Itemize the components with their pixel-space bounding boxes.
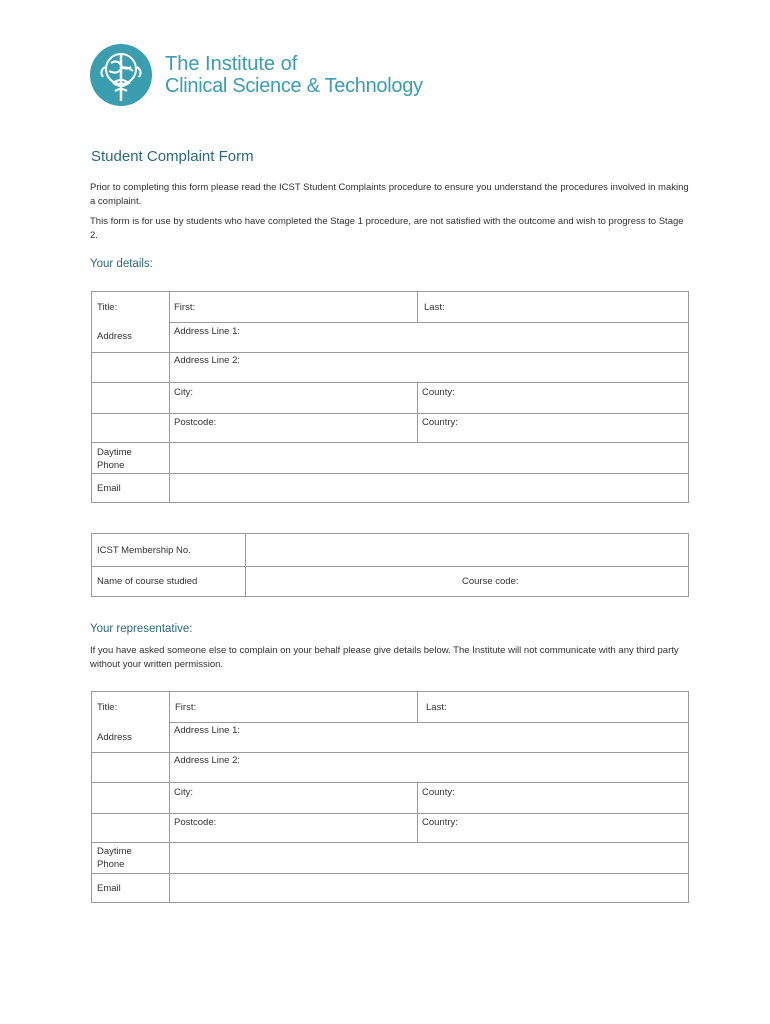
representative-intro: If you have asked someone else to complain on your behalf please give details below. The Institute will not communicate with any third party without your written permission. bbox=[90, 645, 679, 670]
rep-country-field[interactable] bbox=[418, 814, 689, 842]
address-line1-field[interactable] bbox=[170, 322, 689, 352]
org-name-line1: The Institute of bbox=[165, 53, 298, 75]
postcode-label: Postcode: bbox=[174, 417, 217, 428]
rep-city-label: City: bbox=[174, 787, 193, 798]
rep-postcode-field[interactable] bbox=[170, 814, 417, 842]
address-line1-label: Address Line 1: bbox=[174, 326, 241, 337]
country-field[interactable] bbox=[418, 414, 689, 442]
details-heading: Your details: bbox=[90, 258, 153, 270]
last-label: Last: bbox=[424, 302, 445, 313]
course-code-label: Course code: bbox=[462, 576, 519, 587]
rep-address-line2-field[interactable] bbox=[170, 753, 689, 782]
globe-caduceus-icon bbox=[89, 43, 153, 107]
details-table bbox=[91, 291, 689, 503]
membership-label: ICST Membership No. bbox=[97, 545, 191, 556]
city-field[interactable] bbox=[170, 383, 417, 413]
org-name-line2: Clinical Science & Technology bbox=[165, 75, 423, 97]
rep-address-line1-label: Address Line 1: bbox=[174, 725, 241, 736]
address-line2-label: Address Line 2: bbox=[174, 355, 241, 366]
representative-table bbox=[91, 691, 689, 903]
course-table bbox=[91, 533, 689, 597]
institute-logo bbox=[89, 43, 423, 107]
county-field[interactable] bbox=[418, 383, 689, 413]
intro-paragraph-1: Prior to completing this form please read the ICST Student Complaints procedure to ensure you understand the procedures involved in making a complaint. bbox=[90, 182, 689, 207]
rep-email-field[interactable] bbox=[170, 874, 689, 903]
daytime-phone-label: Daytime Phone bbox=[97, 447, 132, 471]
rep-first-name-field[interactable] bbox=[170, 692, 417, 722]
rep-country-label: Country: bbox=[422, 817, 458, 828]
county-label: County: bbox=[422, 387, 455, 398]
email-label: Email bbox=[97, 483, 121, 494]
rep-email-label: Email bbox=[97, 883, 121, 894]
daytime-phone-field[interactable] bbox=[170, 443, 689, 473]
rep-address-line2-label: Address Line 2: bbox=[174, 755, 241, 766]
rep-daytime-phone-label: Daytime Phone bbox=[97, 846, 132, 870]
first-label: First: bbox=[174, 302, 196, 313]
postcode-field[interactable] bbox=[170, 414, 417, 442]
representative-heading: Your representative: bbox=[90, 623, 193, 635]
address-line2-field[interactable] bbox=[170, 353, 689, 382]
rep-address-line1-field[interactable] bbox=[170, 722, 689, 752]
course-name-label: Name of course studied bbox=[97, 576, 198, 587]
address-label: Address bbox=[97, 331, 132, 342]
rep-postcode-label: Postcode: bbox=[174, 817, 217, 828]
rep-daytime-phone-field[interactable] bbox=[170, 843, 689, 873]
rep-first-label: First: bbox=[175, 702, 197, 713]
country-label: Country: bbox=[422, 417, 458, 428]
rep-county-field[interactable] bbox=[418, 783, 689, 813]
title-label: Title: bbox=[97, 302, 118, 313]
email-field[interactable] bbox=[170, 474, 689, 503]
page-title: Student Complaint Form bbox=[91, 148, 254, 165]
city-label: City: bbox=[174, 387, 193, 398]
intro-paragraph-2: This form is for use by students who have completed the Stage 1 procedure, are not satisfied with the outcome and wish to progress to Stage 2. bbox=[90, 216, 684, 241]
rep-county-label: County: bbox=[422, 787, 455, 798]
membership-field[interactable] bbox=[246, 534, 689, 566]
title-first-field[interactable] bbox=[170, 292, 417, 322]
rep-address-label: Address bbox=[97, 732, 132, 743]
course-name-field[interactable] bbox=[246, 567, 689, 597]
rep-city-field[interactable] bbox=[170, 783, 417, 813]
rep-last-label: Last: bbox=[426, 702, 447, 713]
rep-last-name-field[interactable] bbox=[418, 692, 689, 722]
rep-title-label: Title: bbox=[97, 702, 118, 713]
last-name-field[interactable] bbox=[418, 292, 689, 322]
